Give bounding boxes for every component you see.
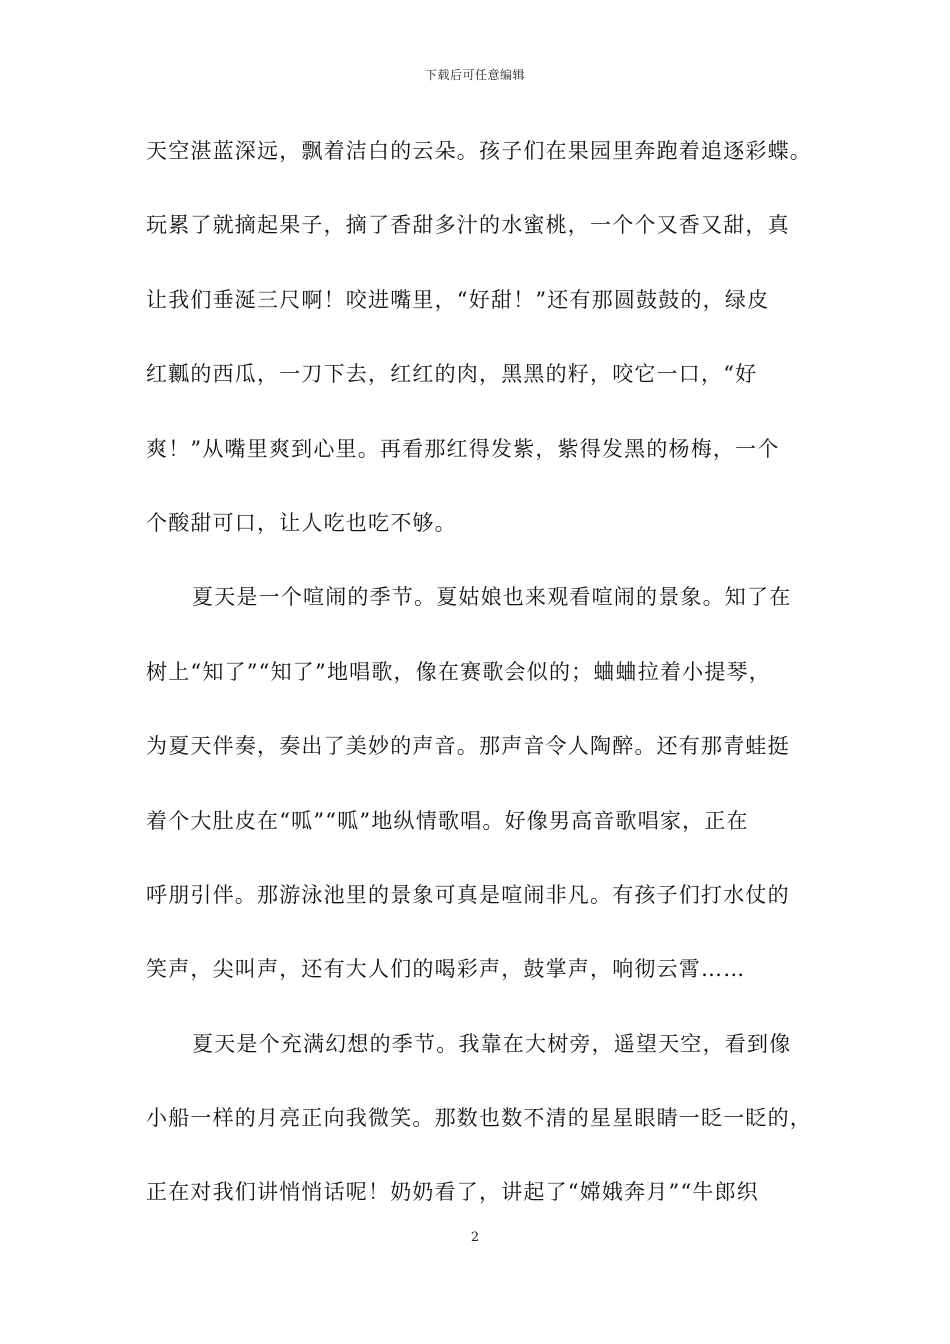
page-number: 2 bbox=[470, 1230, 480, 1245]
text-line: 笑声，尖叫声，还有大人们的喝彩声，鼓掌声，响彻云霄…… bbox=[146, 957, 746, 982]
text-line: 让我们垂涎三尺啊！咬进嘴里，“好甜！”还有那圆鼓鼓的，绿皮 bbox=[146, 287, 770, 312]
text-line: 小船一样的月亮正向我微笑。那数也数不清的星星眼睛一眨一眨的， bbox=[146, 1106, 812, 1131]
text-line: 个酸甜可口，让人吃也吃不够。 bbox=[146, 510, 457, 535]
text-line: 为夏天伴奏，奏出了美妙的声音。那声音令人陶醉。还有那青蛙挺 bbox=[146, 734, 790, 759]
text-line: 着个大肚皮在“呱”“呱”地纵情歌唱。好像男高音歌唱家，正在 bbox=[146, 808, 749, 833]
paragraph-start-line: 夏天是一个喧闹的季节。夏姑娘也来观看喧闹的景象。知了在 bbox=[192, 585, 792, 610]
text-line: 玩累了就摘起果子，摘了香甜多汁的水蜜桃，一个个又香又甜，真 bbox=[146, 213, 790, 238]
text-line: 正在对我们讲悄悄话呢！奶奶看了，讲起了“嫦娥奔月”“牛郎织 bbox=[146, 1180, 760, 1205]
text-line: 呼朋引伴。那游泳池里的景象可真是喧闹非凡。有孩子们打水仗的 bbox=[146, 882, 790, 907]
paragraph-start-line: 夏天是个充满幻想的季节。我靠在大树旁，遥望天空，看到像 bbox=[192, 1031, 792, 1056]
text-line: 爽！”从嘴里爽到心里。再看那红得发紫，紫得发黑的杨梅，一个 bbox=[146, 436, 780, 461]
page-header: 下载后可任意编辑 bbox=[424, 68, 525, 82]
text-line: 树上“知了”“知了”地唱歌，像在赛歌会似的；蛐蛐拉着小提琴， bbox=[146, 659, 771, 684]
text-line: 天空湛蓝深远，飘着洁白的云朵。孩子们在果园里奔跑着追逐彩蝶。 bbox=[146, 139, 812, 163]
document-body bbox=[146, 128, 836, 1244]
text-line: 红瓤的西瓜，一刀下去，红红的肉，黑黑的籽，咬它一口，“好 bbox=[146, 362, 758, 387]
